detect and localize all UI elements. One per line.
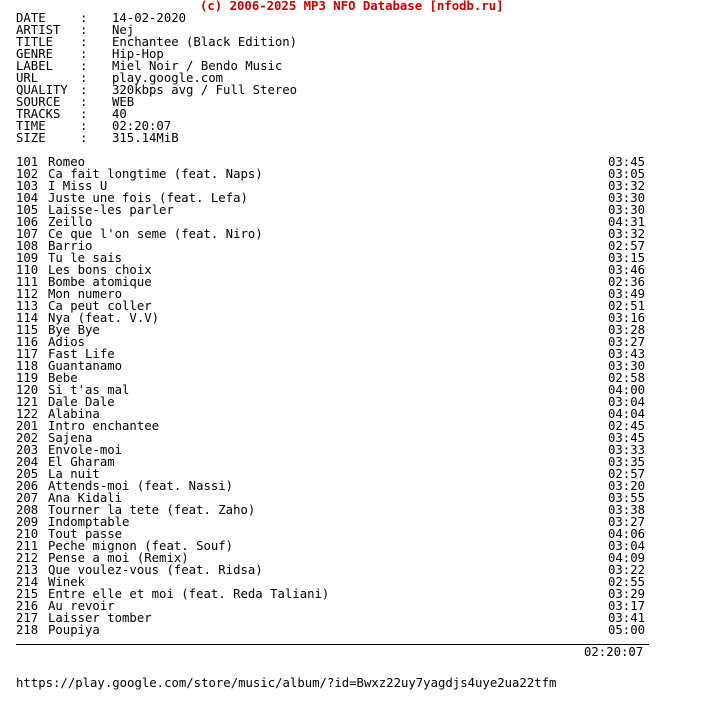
- meta-separator: :: [80, 59, 88, 73]
- total-divider: [16, 644, 649, 645]
- meta-value: Nej: [112, 23, 135, 37]
- track-number: 218: [16, 623, 39, 637]
- meta-separator: :: [80, 11, 88, 25]
- track-duration: 03:22: [608, 563, 646, 577]
- track-duration: 03:33: [608, 443, 646, 457]
- track-duration: 02:57: [608, 467, 646, 481]
- meta-value: 320kbps avg / Full Stereo: [112, 83, 298, 97]
- meta-value: 02:20:07: [112, 119, 172, 133]
- track-number: 113: [16, 299, 39, 313]
- meta-separator: :: [80, 47, 88, 61]
- track-duration: 03:30: [608, 203, 646, 217]
- track-number: 109: [16, 251, 39, 265]
- track-title: Bye Bye: [48, 323, 100, 337]
- track-number: 105: [16, 203, 39, 217]
- track-duration: 02:45: [608, 419, 646, 433]
- track-number: 201: [16, 419, 39, 433]
- track-title: Envole-moi: [48, 443, 123, 457]
- track-duration: 03:29: [608, 587, 646, 601]
- track-number: 216: [16, 599, 39, 613]
- track-duration: 02:57: [608, 239, 646, 253]
- track-title: Indomptable: [48, 515, 130, 529]
- meta-key: QUALITY: [16, 83, 68, 97]
- meta-separator: :: [80, 107, 88, 121]
- track-duration: 03:30: [608, 191, 646, 205]
- meta-separator: :: [80, 83, 88, 97]
- track-duration: 03:17: [608, 599, 646, 613]
- track-number: 116: [16, 335, 39, 349]
- track-title: I Miss U: [48, 179, 108, 193]
- track-title: El Gharam: [48, 455, 115, 469]
- track-number: 118: [16, 359, 39, 373]
- track-number: 120: [16, 383, 39, 397]
- release-info-block: [16, 12, 712, 144]
- total-row: [16, 646, 712, 658]
- track-number: 217: [16, 611, 39, 625]
- track-duration: 03:20: [608, 479, 646, 493]
- track-duration: 03:45: [608, 155, 646, 169]
- track-number: 112: [16, 287, 39, 301]
- track-number: 108: [16, 239, 39, 253]
- track-number: 211: [16, 539, 39, 553]
- track-duration: 04:31: [608, 215, 646, 229]
- track-title: Laisse-les parler: [48, 203, 174, 217]
- track-list: [16, 156, 712, 636]
- track-title: Tout passe: [48, 527, 123, 541]
- track-number: 205: [16, 467, 39, 481]
- track-title: Ce que l'on seme (feat. Niro): [48, 227, 263, 241]
- track-duration: 03:27: [608, 335, 646, 349]
- track-number: 119: [16, 371, 39, 385]
- track-number: 115: [16, 323, 39, 337]
- meta-value: Enchantee (Black Edition): [112, 35, 298, 49]
- track-number: 203: [16, 443, 39, 457]
- track-duration: 03:15: [608, 251, 646, 265]
- meta-separator: :: [80, 71, 88, 85]
- track-number: 202: [16, 431, 39, 445]
- track-number: 122: [16, 407, 39, 421]
- track-number: 212: [16, 551, 39, 565]
- track-duration: 02:58: [608, 371, 646, 385]
- track-duration: 04:06: [608, 527, 646, 541]
- track-title: Fast Life: [48, 347, 115, 361]
- track-title: Bombe atomique: [48, 275, 152, 289]
- meta-key: GENRE: [16, 47, 54, 61]
- track-number: 213: [16, 563, 39, 577]
- track-title: Entre elle et moi (feat. Reda Taliani): [48, 587, 330, 601]
- track-title: Juste une fois (feat. Lefa): [48, 191, 248, 205]
- track-title: Laisser tomber: [48, 611, 152, 625]
- track-duration: 03:05: [608, 167, 646, 181]
- track-title: Barrio: [48, 239, 93, 253]
- track-number: 121: [16, 395, 39, 409]
- track-number: 102: [16, 167, 39, 181]
- track-duration: 03:04: [608, 539, 646, 553]
- track-title: Ana Kidali: [48, 491, 123, 505]
- track-title: Attends-moi (feat. Nassi): [48, 479, 234, 493]
- track-number: 114: [16, 311, 39, 325]
- track-duration: 03:16: [608, 311, 646, 325]
- track-number: 107: [16, 227, 39, 241]
- track-number: 117: [16, 347, 39, 361]
- meta-separator: :: [80, 23, 88, 37]
- track-duration: 03:04: [608, 395, 646, 409]
- track-title: Poupiya: [48, 623, 100, 637]
- track-duration: 05:00: [608, 623, 646, 637]
- track-title: Peche mignon (feat. Souf): [48, 539, 234, 553]
- track-duration: 03:27: [608, 515, 646, 529]
- track-duration: 03:30: [608, 359, 646, 373]
- meta-value: 315.14MiB: [112, 131, 179, 145]
- meta-value: 40: [112, 107, 127, 121]
- track-title: Que voulez-vous (feat. Ridsa): [48, 563, 263, 577]
- nfo-document: [16, 0, 712, 689]
- track-duration: 03:45: [608, 431, 646, 445]
- track-title: Guantanamo: [48, 359, 123, 373]
- track-duration: 02:55: [608, 575, 646, 589]
- track-title: Bebe: [48, 371, 78, 385]
- track-title: Mon numero: [48, 287, 123, 301]
- track-title: Ca peut coller: [48, 299, 152, 313]
- track-title: Au revoir: [48, 599, 115, 613]
- track-title: Ca fait longtime (feat. Naps): [48, 167, 263, 181]
- meta-key: DATE: [16, 11, 46, 25]
- track-title: Nya (feat. V.V): [48, 311, 160, 325]
- track-number: 106: [16, 215, 39, 229]
- meta-value: WEB: [112, 95, 135, 109]
- track-title: Si t'as mal: [48, 383, 130, 397]
- meta-row-size: [16, 132, 712, 144]
- meta-separator: :: [80, 95, 88, 109]
- meta-value: Hip-Hop: [112, 47, 164, 61]
- meta-value: 14-02-2020: [112, 11, 187, 25]
- track-duration: 03:32: [608, 179, 646, 193]
- track-number: 207: [16, 491, 39, 505]
- meta-key: TRACKS: [16, 107, 61, 121]
- track-duration: 02:36: [608, 275, 646, 289]
- track-duration: 03:35: [608, 455, 646, 469]
- meta-key: ARTIST: [16, 23, 61, 37]
- track-number: 215: [16, 587, 39, 601]
- track-duration: 03:32: [608, 227, 646, 241]
- track-number: 103: [16, 179, 39, 193]
- track-duration: 03:38: [608, 503, 646, 517]
- track-number: 110: [16, 263, 39, 277]
- track-number: 214: [16, 575, 39, 589]
- meta-key: SIZE: [16, 131, 46, 145]
- track-number: 111: [16, 275, 39, 289]
- track-title: Les bons choix: [48, 263, 152, 277]
- track-number: 204: [16, 455, 39, 469]
- track-number: 209: [16, 515, 39, 529]
- meta-key: TITLE: [16, 35, 54, 49]
- track-number: 210: [16, 527, 39, 541]
- track-number: 101: [16, 155, 39, 169]
- track-number: 208: [16, 503, 39, 517]
- track-duration: 03:28: [608, 323, 646, 337]
- track-title: Adios: [48, 335, 86, 349]
- track-title: Tu le sais: [48, 251, 123, 265]
- track-row: [16, 624, 712, 636]
- meta-separator: :: [80, 35, 88, 49]
- track-duration: 04:00: [608, 383, 646, 397]
- meta-key: SOURCE: [16, 95, 61, 109]
- track-duration: 04:09: [608, 551, 646, 565]
- track-title: Alabina: [48, 407, 100, 421]
- meta-separator: :: [80, 131, 88, 145]
- meta-value: Miel Noir / Bendo Music: [112, 59, 283, 73]
- track-title: Romeo: [48, 155, 86, 169]
- track-duration: 03:46: [608, 263, 646, 277]
- track-number: 206: [16, 479, 39, 493]
- track-title: Tourner la tete (feat. Zaho): [48, 503, 256, 517]
- track-title: Winek: [48, 575, 86, 589]
- meta-key: TIME: [16, 119, 46, 133]
- track-title: Intro enchantee: [48, 419, 160, 433]
- track-duration: 03:41: [608, 611, 646, 625]
- track-title: Dale Dale: [48, 395, 115, 409]
- meta-key: URL: [16, 71, 39, 85]
- track-duration: 04:04: [608, 407, 646, 421]
- total-duration: 02:20:07: [584, 645, 644, 659]
- track-number: 104: [16, 191, 39, 205]
- track-duration: 03:55: [608, 491, 646, 505]
- copyright-header: (c) 2006-2025 MP3 NFO Database [nfodb.ru]: [200, 0, 504, 13]
- meta-value: play.google.com: [112, 71, 224, 85]
- meta-key: LABEL: [16, 59, 54, 73]
- meta-separator: :: [80, 119, 88, 133]
- track-duration: 02:51: [608, 299, 646, 313]
- source-url[interactable]: https://play.google.com/store/music/album/?id=Bwxz22uy7yagdjs4uye2ua22tfm: [16, 676, 557, 690]
- track-title: Pense a moi (Remix): [48, 551, 189, 565]
- track-title: Zeillo: [48, 215, 93, 229]
- track-duration: 03:43: [608, 347, 646, 361]
- track-title: Sajena: [48, 431, 93, 445]
- track-title: La nuit: [48, 467, 100, 481]
- track-duration: 03:49: [608, 287, 646, 301]
